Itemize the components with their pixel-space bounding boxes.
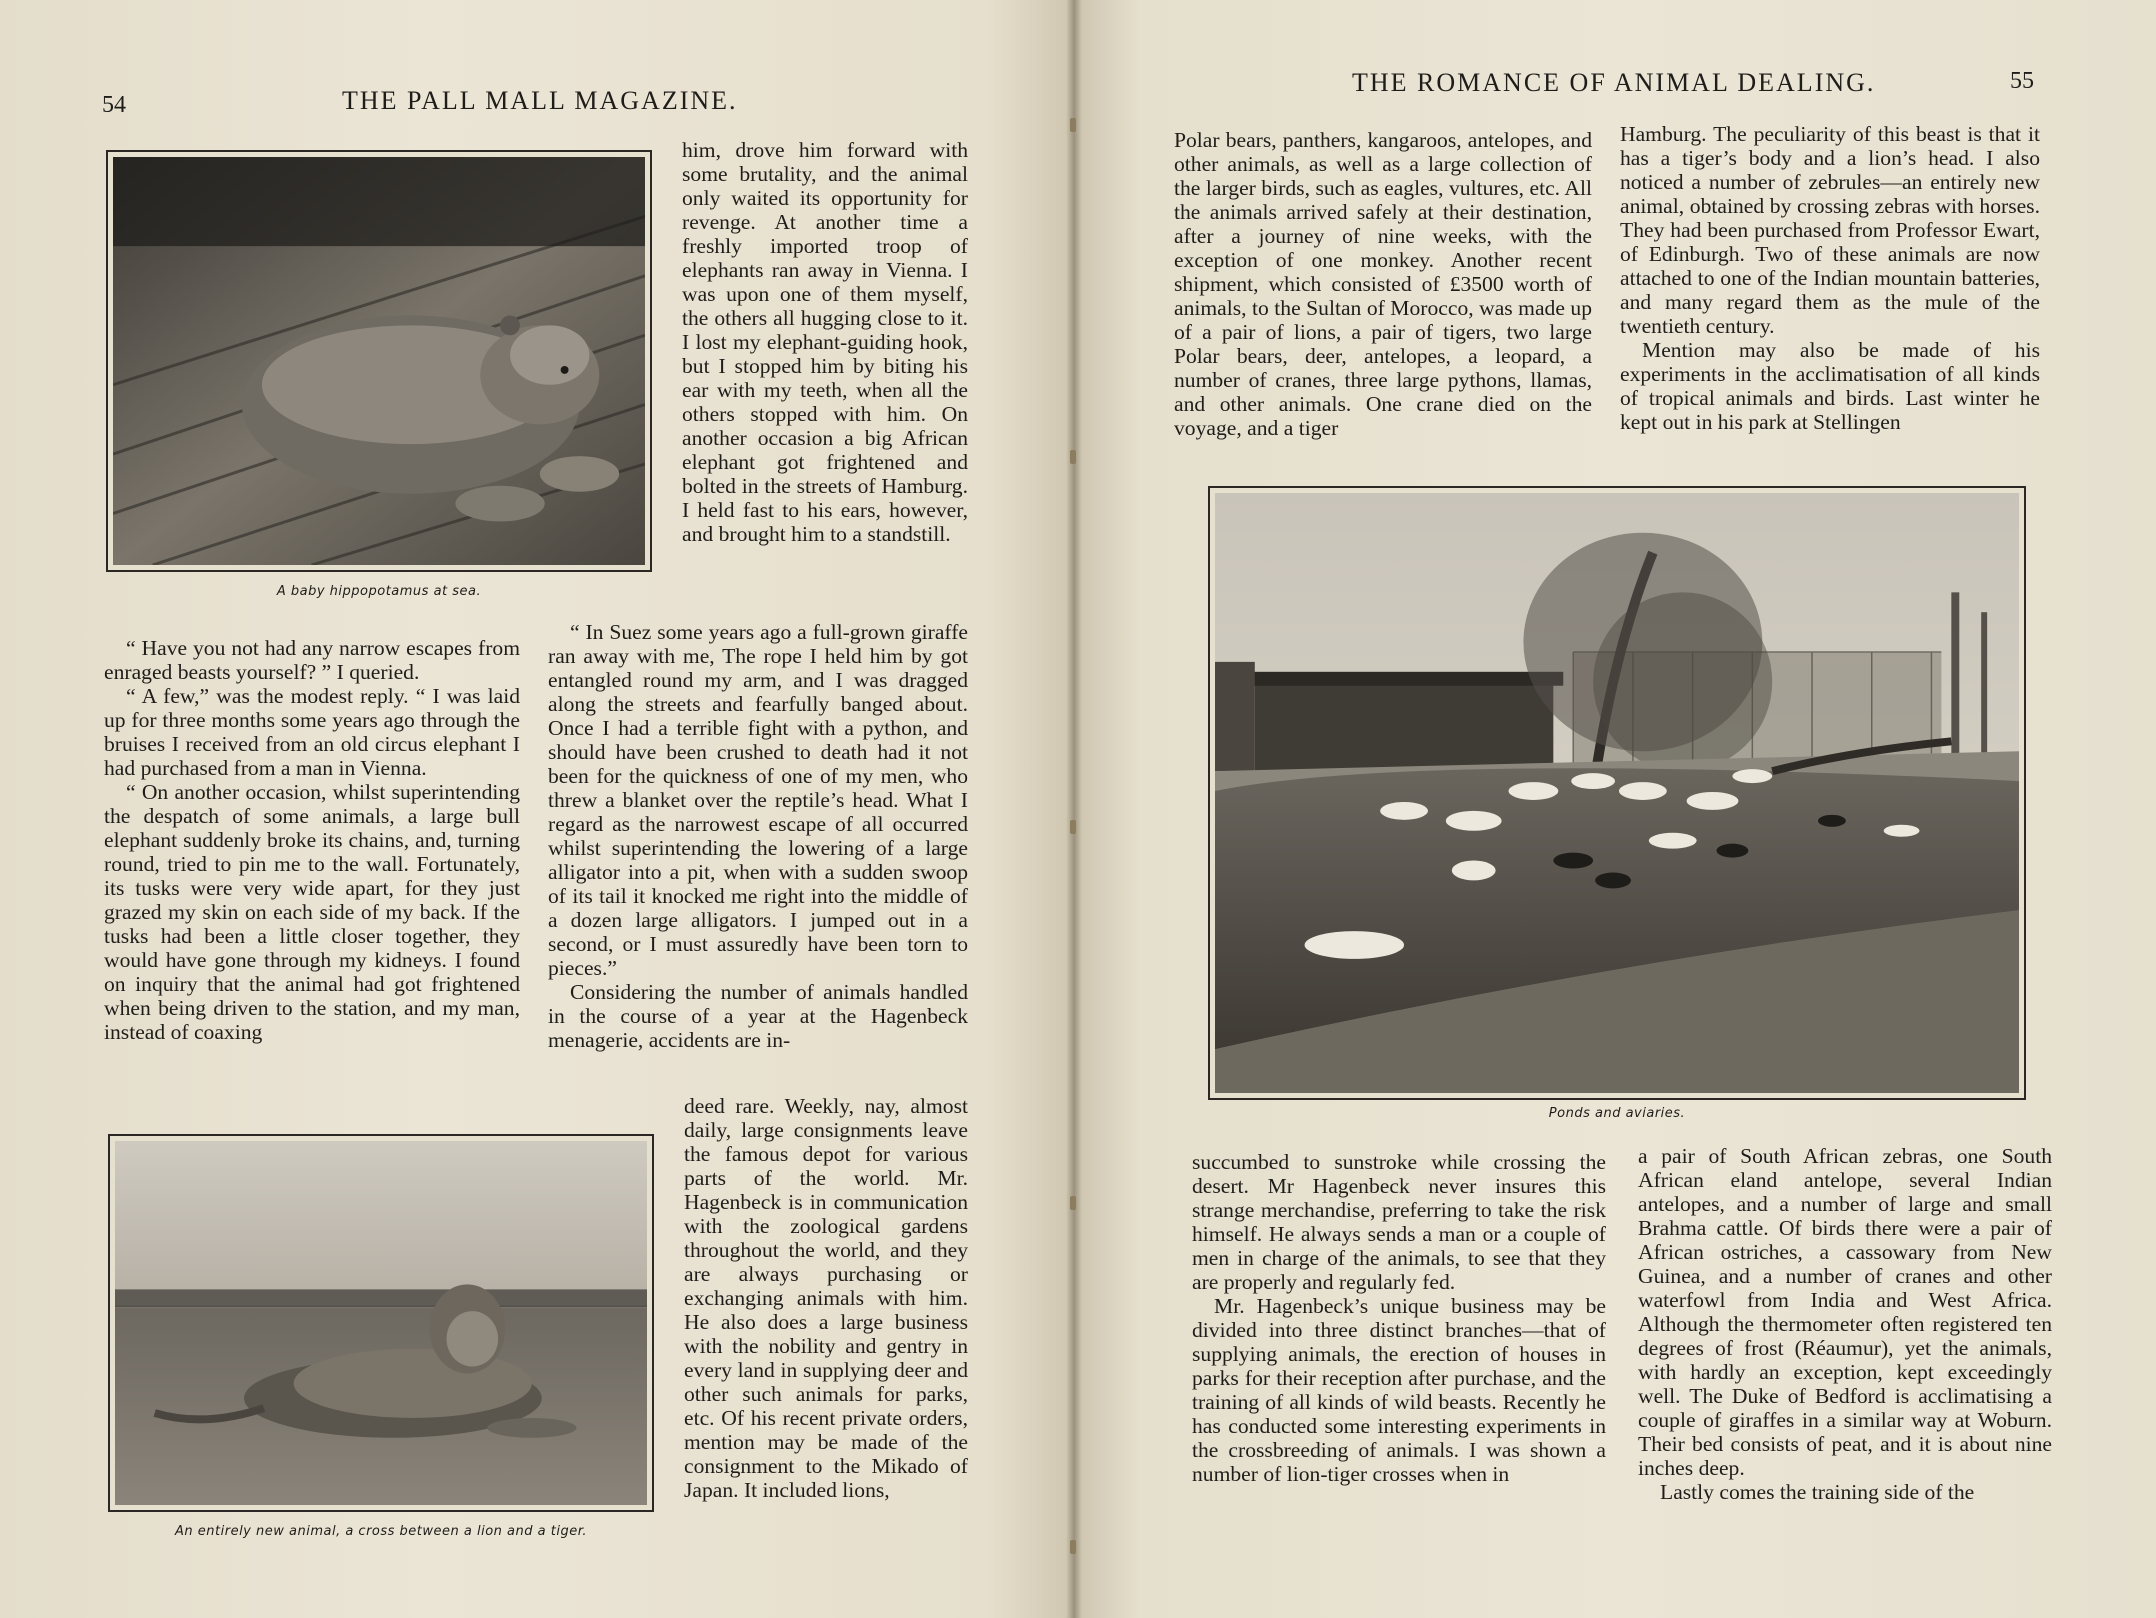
running-head-right: THE ROMANCE OF ANIMAL DEALING. [1352,68,1876,97]
left-col1 [104,636,520,1044]
right-col2-bottom [1638,1144,2052,1504]
right-col1-top [1174,128,1592,440]
right-col1-bottom [1192,1150,1606,1486]
paragraph: Mention may also be made of his experiments in the acclimatisation of all kinds of tropical animals and birds. Last winter he kept out in his park at Stellingen [1620,338,2040,434]
paragraph: a pair of South African zebras, one South African eland antelope, several Indian antelopes, and a number of large and small Brahma cattle. Of birds there were a pair of African ostriches, a cassowary from New Guinea, and a number of cranes and other waterfowl from India and West Africa. Although the thermometer often registered ten degrees of frost (Réaumur), yet the animals, with hardly an exception, kept exceedingly well. The Duke of Bedford is acclimatising a couple of giraffes in a similar way at Woburn. Their bed consists of peat, and it is about nine inches deep. [1638,1144,2052,1480]
left-col2-bottom [684,1094,968,1502]
hippo-photo [106,150,652,572]
paragraph: deed rare. Weekly, nay, almost daily, large consignments leave the famous depot for various parts of the world. Mr. Hagenbeck is in communication with the zoological gardens throughout the world, and they are always purchasing or exchanging animals with him. He also does a large business with the nobility and gentry in every land in supplying deer and other such animals for parks, etc. Of his recent private orders, mention may be made of the consignment to the Mikado of Japan. It included lions, [684,1094,968,1502]
left-col2-top [682,138,968,546]
left-col2-mid [548,620,968,1052]
paragraph: succumbed to sunstroke while crossing the desert. Mr Hagenbeck never insures this strange merchandise, preferring to take the risk himself. He always sends a man or a couple of men in charge of the animals, to see that they are properly and regularly fed. [1192,1150,1606,1294]
paragraph: Mr. Hagenbeck’s unique business may be divided into three distinct branches—that of supplying animals, the erection of houses in parks for their reception after purchase, and the training of all kinds of wild beasts. Recently he has conducted some interesting experiments in the crossbreeding of animals. I was shown a number of lion-tiger crosses when in [1192,1294,1606,1486]
paragraph: Hamburg. The peculiarity of this beast is that it has a tiger’s body and a lion’s head. I also noticed a number of zebrules—an entirely new animal, obtained by crossing zebras with horses. They had been purchased from Professor Ewart, of Edinburgh. Two of these animals are now attached to one of the Indian mountain batteries, and many regard them as the mule of the twentieth century. [1620,122,2040,338]
book-gutter [1066,0,1082,1618]
paragraph: “ A few,” was the modest reply. “ I was laid up for three months some years ago through the bruises I received from an old circus elephant I had purchased from a man in Vienna. [104,684,520,780]
running-head-left: THE PALL MALL MAGAZINE. [342,86,738,115]
paragraph: Considering the number of animals handled in the course of a year at the Hagenbeck menagerie, accidents are in- [548,980,968,1052]
binding-stitch [1070,1540,1076,1554]
paragraph: “ On another occasion, whilst superintending the despatch of some animals, a large bull elephant suddenly broke its chains, and, turning round, tried to pin me to the wall. Fortunately, its tusks were very wide apart, for they just grazed my skin on each side of my back. If the tusks had been a little closer together, they would have gone through my kidneys. I found on inquiry that the animal had got frightened when being driven to the station, and my man, instead of coaxing [104,780,520,1044]
paragraph: Polar bears, panthers, kangaroos, antelopes, and other animals, as well as a large collection of the larger birds, such as eagles, vultures, etc. All the animals arrived safely at their destination, after a journey of nine weeks, with the exception of one monkey. Another recent shipment, which consisted of £3500 worth of animals, to the Sultan of Morocco, was made up of a pair of lions, a pair of tigers, two large Polar bears, deer, antelopes, a leopard, a number of cranes, three large pythons, llamas, and other animals. One crane died on the voyage, and a tiger [1174,128,1592,440]
ponds-aviaries-photo [1208,486,2026,1100]
caption-ponds: Ponds and aviaries. [1548,1106,1686,1121]
paragraph: “ In Suez some years ago a full-grown giraffe ran away with me, The rope I held him by got entangled round my arm, and I was dragged along the streets and fearfully banged about. Once I had a terrible fight with a python, and should have been crushed to death had it not been for the quickness of one of my men, who threw a blanket over the reptile’s head. What I regard as the narrowest escape of all occurred whilst superintending the lowering of a large alligator into a pit, when with a sudden swoop of its tail it knocked me right into the middle of a dozen large alligators. I jumped out in a second, or I must assuredly have been torn to pieces.” [548,620,968,980]
page-number-right: 55 [2010,68,2034,94]
right-page [1074,0,2156,1618]
binding-stitch [1070,118,1076,132]
paragraph: Lastly comes the training side of the [1660,1480,1975,1504]
caption-hippo: A baby hippopotamus at sea. [276,584,482,599]
liger-photo-icon [115,1141,647,1505]
ponds-aviaries-photo-icon [1215,493,2019,1093]
liger-photo [108,1134,654,1512]
left-page [0,0,1074,1618]
paragraph: “ Have you not had any narrow escapes from enraged beasts yourself? ” I queried. [104,636,520,684]
paragraph: him, drove him forward with some brutality, and the animal only waited its opportunity for revenge. At another time a freshly imported troop of elephants ran away in Vienna. I was upon one of them myself, the others all hugging close to it. I lost my elephant-guiding hook, but I stopped him by biting his ear with my teeth, when all the others stopped with him. On another occasion a big African elephant got frightened and bolted in the streets of Hamburg. I held fast to his ears, however, and brought him to a standstill. [682,138,968,546]
binding-stitch [1070,1196,1076,1210]
binding-stitch [1070,820,1076,834]
right-col2-top [1620,122,2040,434]
binding-stitch [1070,450,1076,464]
hippo-photo-icon [113,157,645,565]
caption-liger: An entirely new animal, a cross between a lion and a tiger. [175,1524,587,1539]
page-number-left: 54 [102,92,126,118]
